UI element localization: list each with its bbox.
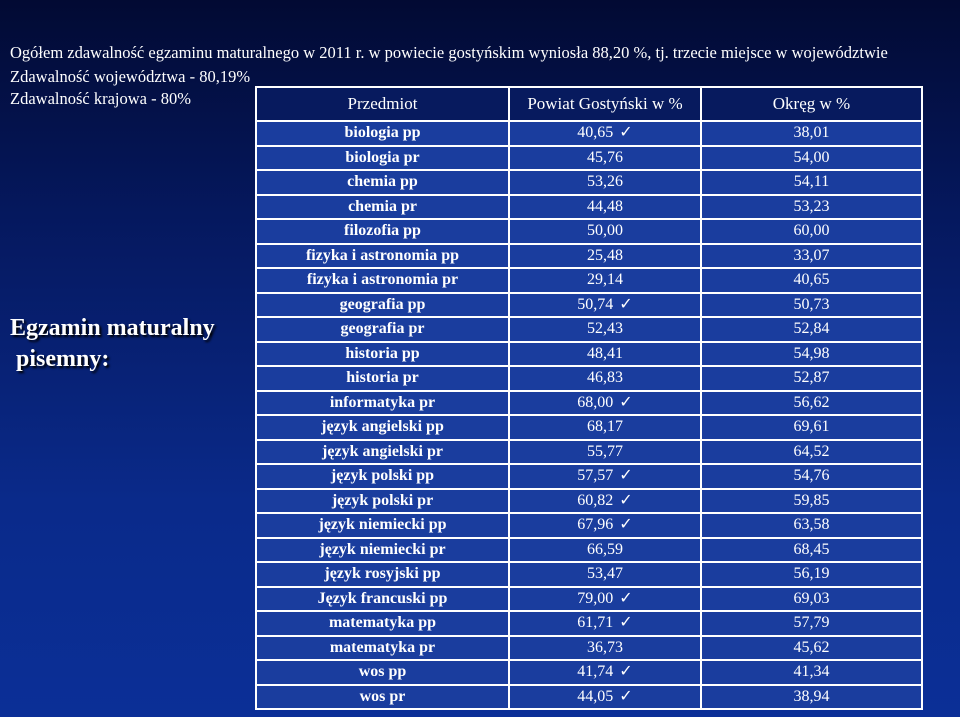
powiat-cell	[509, 391, 701, 416]
section-title-line1: Egzamin maturalny	[10, 315, 215, 341]
subject-cell: historia pp	[256, 342, 509, 367]
subject-cell: historia pr	[256, 366, 509, 391]
powiat-value: 68,00	[577, 393, 614, 411]
okreg-cell: 60,00	[701, 219, 922, 244]
subject-cell: chemia pr	[256, 195, 509, 220]
powiat-cell	[509, 219, 701, 244]
checkmark-icon: ✓	[619, 614, 633, 632]
table-row	[256, 464, 922, 489]
okreg-cell: 63,58	[701, 513, 922, 538]
intro-line-total: Ogółem zdawalność egzaminu maturalnego w 2011 r. w powiecie gostyńskim wyniosła 88,20 %, tj. trzecie miejsce w województwie	[10, 43, 888, 62]
subject-cell: fizyka i astronomia pr	[256, 268, 509, 293]
subject-cell: język rosyjski pp	[256, 562, 509, 587]
table-row	[256, 440, 922, 465]
okreg-cell: 57,79	[701, 611, 922, 636]
table-row	[256, 268, 922, 293]
checkmark-icon: ✓	[619, 516, 633, 534]
powiat-cell	[509, 342, 701, 367]
checkmark-icon: ✓	[619, 589, 633, 607]
okreg-cell: 38,94	[701, 685, 922, 710]
powiat-value: 44,05	[577, 687, 614, 705]
section-title-line2: pisemny:	[10, 346, 110, 372]
subject-cell: fizyka i astronomia pp	[256, 244, 509, 269]
okreg-cell: 41,34	[701, 660, 922, 685]
subject-cell: matematyka pp	[256, 611, 509, 636]
subject-cell: wos pp	[256, 660, 509, 685]
table-row	[256, 562, 922, 587]
powiat-cell	[509, 121, 701, 146]
powiat-cell	[509, 587, 701, 612]
subject-cell: język angielski pr	[256, 440, 509, 465]
table-header-row	[256, 87, 922, 121]
okreg-cell: 54,11	[701, 170, 922, 195]
powiat-value: 53,26	[587, 173, 623, 191]
header-okreg: Okręg w %	[701, 87, 922, 121]
header-powiat: Powiat Gostyński w %	[509, 87, 701, 121]
table-row	[256, 415, 922, 440]
powiat-cell	[509, 146, 701, 171]
okreg-cell: 40,65	[701, 268, 922, 293]
powiat-cell	[509, 366, 701, 391]
table-row	[256, 636, 922, 661]
table-row	[256, 513, 922, 538]
table-row	[256, 121, 922, 146]
powiat-value: 61,71	[577, 614, 614, 632]
powiat-value: 44,48	[587, 197, 623, 215]
table-row	[256, 170, 922, 195]
table-row	[256, 195, 922, 220]
okreg-cell: 68,45	[701, 538, 922, 563]
okreg-cell: 64,52	[701, 440, 922, 465]
okreg-cell: 59,85	[701, 489, 922, 514]
subject-cell: biologia pp	[256, 121, 509, 146]
powiat-value: 41,74	[577, 663, 614, 681]
checkmark-icon: ✓	[619, 491, 633, 509]
subject-cell: język polski pr	[256, 489, 509, 514]
table-row	[256, 244, 922, 269]
powiat-value: 48,41	[587, 344, 623, 362]
table-row	[256, 293, 922, 318]
table-row	[256, 660, 922, 685]
okreg-cell: 54,00	[701, 146, 922, 171]
powiat-cell	[509, 464, 701, 489]
powiat-cell	[509, 562, 701, 587]
powiat-cell	[509, 660, 701, 685]
subject-cell: filozofia pp	[256, 219, 509, 244]
powiat-value: 60,82	[577, 491, 614, 509]
table-row	[256, 587, 922, 612]
table-row	[256, 489, 922, 514]
powiat-value: 67,96	[577, 516, 614, 534]
powiat-value: 52,43	[587, 320, 623, 338]
powiat-cell	[509, 538, 701, 563]
table-row	[256, 219, 922, 244]
table-row	[256, 146, 922, 171]
table-row	[256, 685, 922, 710]
header-subject: Przedmiot	[256, 87, 509, 121]
table-row	[256, 342, 922, 367]
subject-cell: język niemiecki pp	[256, 513, 509, 538]
okreg-cell: 53,23	[701, 195, 922, 220]
okreg-cell: 56,19	[701, 562, 922, 587]
results-table	[255, 86, 923, 710]
table-row	[256, 538, 922, 563]
powiat-value: 57,57	[577, 467, 614, 485]
okreg-cell: 52,87	[701, 366, 922, 391]
powiat-value: 29,14	[587, 271, 623, 289]
table-row	[256, 317, 922, 342]
powiat-cell	[509, 195, 701, 220]
table-row	[256, 611, 922, 636]
subject-cell: chemia pp	[256, 170, 509, 195]
checkmark-icon: ✓	[619, 295, 633, 313]
checkmark-icon: ✓	[619, 124, 633, 142]
okreg-cell: 54,98	[701, 342, 922, 367]
powiat-value: 55,77	[587, 442, 623, 460]
subject-cell: biologia pr	[256, 146, 509, 171]
powiat-cell	[509, 489, 701, 514]
checkmark-icon: ✓	[619, 663, 633, 681]
powiat-cell	[509, 244, 701, 269]
okreg-cell: 54,76	[701, 464, 922, 489]
subject-cell: matematyka pr	[256, 636, 509, 661]
subject-cell: geografia pp	[256, 293, 509, 318]
intro-line-voivodeship: Zdawalność województwa - 80,19%	[10, 67, 251, 86]
checkmark-icon: ✓	[619, 393, 633, 411]
powiat-value: 45,76	[587, 148, 623, 166]
powiat-value: 79,00	[577, 589, 614, 607]
powiat-cell	[509, 611, 701, 636]
powiat-value: 25,48	[587, 246, 623, 264]
subject-cell: Język francuski pp	[256, 587, 509, 612]
checkmark-icon: ✓	[619, 687, 633, 705]
subject-cell: geografia pr	[256, 317, 509, 342]
powiat-value: 50,00	[587, 222, 623, 240]
powiat-cell	[509, 415, 701, 440]
powiat-cell	[509, 440, 701, 465]
powiat-cell	[509, 268, 701, 293]
checkmark-icon: ✓	[619, 467, 633, 485]
table-row	[256, 391, 922, 416]
okreg-cell: 45,62	[701, 636, 922, 661]
subject-cell: wos pr	[256, 685, 509, 710]
powiat-value: 53,47	[587, 565, 623, 583]
okreg-cell: 52,84	[701, 317, 922, 342]
powiat-value: 66,59	[587, 540, 623, 558]
powiat-cell	[509, 293, 701, 318]
okreg-cell: 33,07	[701, 244, 922, 269]
subject-cell: język polski pp	[256, 464, 509, 489]
powiat-cell	[509, 685, 701, 710]
okreg-cell: 69,03	[701, 587, 922, 612]
okreg-cell: 69,61	[701, 415, 922, 440]
powiat-value: 68,17	[587, 418, 623, 436]
okreg-cell: 56,62	[701, 391, 922, 416]
powiat-value: 40,65	[577, 124, 614, 142]
section-title	[10, 313, 215, 375]
powiat-cell	[509, 170, 701, 195]
powiat-cell	[509, 513, 701, 538]
powiat-value: 36,73	[587, 638, 623, 656]
subject-cell: język niemiecki pr	[256, 538, 509, 563]
subject-cell: język angielski pp	[256, 415, 509, 440]
table-row	[256, 366, 922, 391]
intro-line-national: Zdawalność krajowa - 80%	[10, 89, 191, 108]
okreg-cell: 38,01	[701, 121, 922, 146]
powiat-value: 46,83	[587, 369, 623, 387]
okreg-cell: 50,73	[701, 293, 922, 318]
powiat-cell	[509, 317, 701, 342]
powiat-cell	[509, 636, 701, 661]
powiat-value: 50,74	[577, 295, 614, 313]
subject-cell: informatyka pr	[256, 391, 509, 416]
